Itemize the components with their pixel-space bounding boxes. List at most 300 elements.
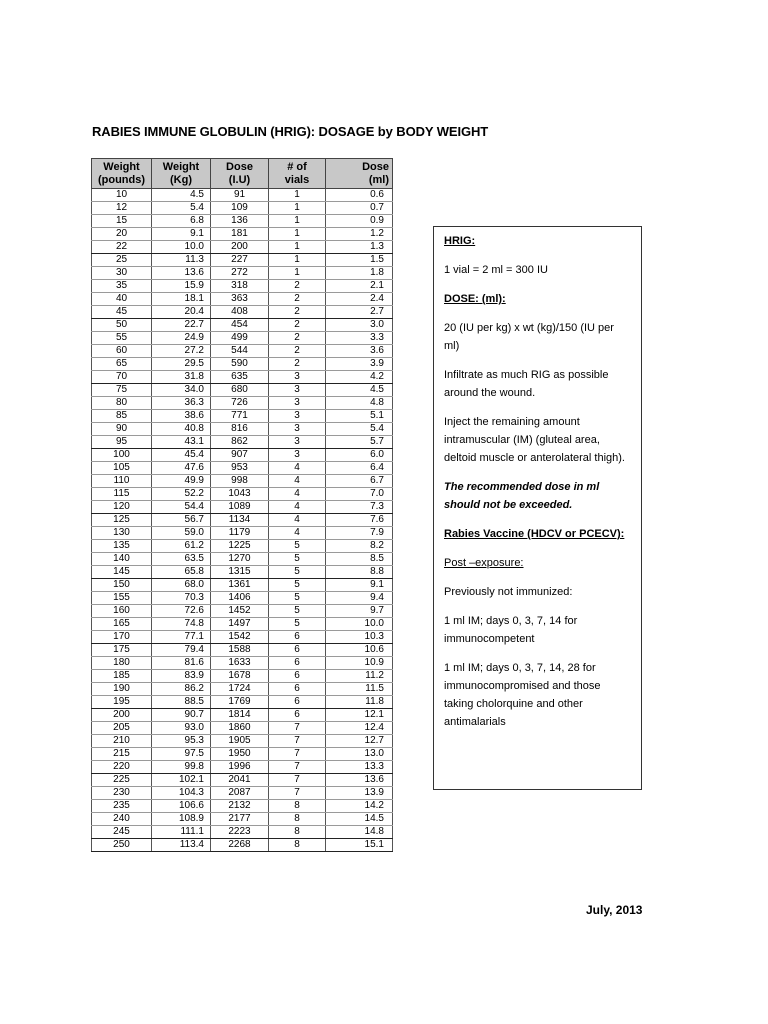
weight-pounds-cell: 115 <box>92 488 152 501</box>
table-row <box>92 748 393 761</box>
weight-kg-cell: 56.7 <box>152 514 211 527</box>
weight-pounds-cell: 22 <box>92 241 152 254</box>
dose-iu-cell: 1724 <box>211 683 269 696</box>
weight-kg-cell: 106.6 <box>152 800 211 813</box>
dose-iu-cell: 2041 <box>211 774 269 787</box>
dose-iu-cell: 2132 <box>211 800 269 813</box>
vaccine-heading: Rabies Vaccine (HDCV or PCECV): <box>444 528 625 540</box>
weight-pounds-cell: 235 <box>92 800 152 813</box>
dose-iu-cell: 953 <box>211 462 269 475</box>
vials-cell: 5 <box>269 605 326 618</box>
vials-cell: 7 <box>269 735 326 748</box>
weight-pounds-cell: 135 <box>92 540 152 553</box>
dose-iu-cell: 590 <box>211 358 269 371</box>
dose-iu-cell: 1633 <box>211 657 269 670</box>
weight-kg-cell: 20.4 <box>152 306 211 319</box>
table-row <box>92 644 393 657</box>
weight-pounds-cell: 215 <box>92 748 152 761</box>
dosage-table <box>91 158 393 852</box>
weight-kg-cell: 43.1 <box>152 436 211 449</box>
vials-cell: 6 <box>269 631 326 644</box>
weight-kg-cell: 34.0 <box>152 384 211 397</box>
weight-kg-cell: 68.0 <box>152 579 211 592</box>
dose-iu-cell: 1361 <box>211 579 269 592</box>
weight-kg-cell: 9.1 <box>152 228 211 241</box>
weight-kg-cell: 40.8 <box>152 423 211 436</box>
weight-kg-cell: 29.5 <box>152 358 211 371</box>
dose-iu-cell: 109 <box>211 202 269 215</box>
vials-cell: 1 <box>269 241 326 254</box>
weight-kg-cell: 47.6 <box>152 462 211 475</box>
dose-ml-cell: 8.2 <box>326 540 393 553</box>
dose-ml-cell: 6.4 <box>326 462 393 475</box>
vials-cell: 4 <box>269 475 326 488</box>
vial-conversion: 1 vial = 2 ml = 300 IU <box>444 264 548 276</box>
dose-iu-cell: 1996 <box>211 761 269 774</box>
weight-kg-cell: 18.1 <box>152 293 211 306</box>
table-row <box>92 202 393 215</box>
weight-pounds-cell: 65 <box>92 358 152 371</box>
dose-iu-cell: 1225 <box>211 540 269 553</box>
dose-ml-cell: 0.9 <box>326 215 393 228</box>
dose-ml-cell: 0.6 <box>326 189 393 202</box>
vials-cell: 6 <box>269 670 326 683</box>
vials-cell: 1 <box>269 267 326 280</box>
weight-pounds-cell: 125 <box>92 514 152 527</box>
vials-cell: 3 <box>269 397 326 410</box>
vials-cell: 3 <box>269 423 326 436</box>
weight-kg-cell: 104.3 <box>152 787 211 800</box>
infiltrate-instruction: Infiltrate as much RIG as possible around the wound. <box>444 369 609 399</box>
weight-pounds-cell: 250 <box>92 839 152 852</box>
table-row <box>92 540 393 553</box>
dose-iu-cell: 998 <box>211 475 269 488</box>
weight-kg-cell: 113.4 <box>152 839 211 852</box>
vials-cell: 5 <box>269 592 326 605</box>
weight-pounds-cell: 220 <box>92 761 152 774</box>
vials-cell: 8 <box>269 826 326 839</box>
table-row <box>92 332 393 345</box>
dose-iu-cell: 200 <box>211 241 269 254</box>
table-row <box>92 267 393 280</box>
table-row <box>92 579 393 592</box>
weight-kg-cell: 38.6 <box>152 410 211 423</box>
post-exposure-heading: Post –exposure: <box>444 557 524 569</box>
vials-cell: 5 <box>269 553 326 566</box>
weight-kg-cell: 6.8 <box>152 215 211 228</box>
table-row <box>92 527 393 540</box>
dose-iu-cell: 1678 <box>211 670 269 683</box>
vials-cell: 1 <box>269 202 326 215</box>
vials-cell: 6 <box>269 644 326 657</box>
vials-cell: 4 <box>269 527 326 540</box>
dose-ml-cell: 13.9 <box>326 787 393 800</box>
vials-cell: 8 <box>269 813 326 826</box>
vials-cell: 2 <box>269 319 326 332</box>
dose-ml-cell: 3.6 <box>326 345 393 358</box>
table-row <box>92 475 393 488</box>
weight-kg-cell: 61.2 <box>152 540 211 553</box>
vials-cell: 3 <box>269 410 326 423</box>
header-dose-ml: Dose (ml) <box>326 159 393 189</box>
table-row <box>92 345 393 358</box>
table-row <box>92 839 393 852</box>
dose-ml-cell: 3.3 <box>326 332 393 345</box>
table-row <box>92 449 393 462</box>
weight-kg-cell: 22.7 <box>152 319 211 332</box>
dose-ml-cell: 12.1 <box>326 709 393 722</box>
table-row <box>92 358 393 371</box>
weight-kg-cell: 10.0 <box>152 241 211 254</box>
dose-ml-cell: 6.0 <box>326 449 393 462</box>
dose-iu-cell: 181 <box>211 228 269 241</box>
dose-warning: The recommended dose in ml should not be exceeded. <box>444 481 600 511</box>
dose-ml-cell: 5.4 <box>326 423 393 436</box>
weight-kg-cell: 108.9 <box>152 813 211 826</box>
weight-kg-cell: 102.1 <box>152 774 211 787</box>
weight-kg-cell: 111.1 <box>152 826 211 839</box>
dose-ml-cell: 9.4 <box>326 592 393 605</box>
weight-pounds-cell: 90 <box>92 423 152 436</box>
dose-ml-cell: 9.1 <box>326 579 393 592</box>
dose-iu-cell: 1452 <box>211 605 269 618</box>
vials-cell: 2 <box>269 332 326 345</box>
table-row <box>92 306 393 319</box>
vials-cell: 7 <box>269 748 326 761</box>
dose-iu-cell: 499 <box>211 332 269 345</box>
weight-pounds-cell: 80 <box>92 397 152 410</box>
weight-kg-cell: 81.6 <box>152 657 211 670</box>
dose-ml-cell: 2.4 <box>326 293 393 306</box>
dose-ml-cell: 1.8 <box>326 267 393 280</box>
dose-ml-cell: 5.7 <box>326 436 393 449</box>
dose-iu-cell: 408 <box>211 306 269 319</box>
table-row <box>92 423 393 436</box>
weight-kg-cell: 11.3 <box>152 254 211 267</box>
table-row <box>92 397 393 410</box>
dose-ml-cell: 1.5 <box>326 254 393 267</box>
table-row <box>92 592 393 605</box>
dose-ml-cell: 13.0 <box>326 748 393 761</box>
dose-ml-cell: 1.3 <box>326 241 393 254</box>
weight-pounds-cell: 20 <box>92 228 152 241</box>
table-row <box>92 410 393 423</box>
dose-ml-cell: 14.8 <box>326 826 393 839</box>
table-row <box>92 618 393 631</box>
vials-cell: 3 <box>269 371 326 384</box>
dose-iu-cell: 1860 <box>211 722 269 735</box>
weight-kg-cell: 90.7 <box>152 709 211 722</box>
hrig-info-box <box>433 226 642 790</box>
dose-ml-cell: 10.9 <box>326 657 393 670</box>
weight-kg-cell: 99.8 <box>152 761 211 774</box>
table-row <box>92 722 393 735</box>
table-row <box>92 683 393 696</box>
weight-pounds-cell: 35 <box>92 280 152 293</box>
vials-cell: 8 <box>269 800 326 813</box>
table-row <box>92 215 393 228</box>
dose-iu-cell: 454 <box>211 319 269 332</box>
table-row <box>92 371 393 384</box>
vials-cell: 1 <box>269 228 326 241</box>
dose-ml-cell: 2.7 <box>326 306 393 319</box>
table-row <box>92 826 393 839</box>
dose-ml-cell: 1.2 <box>326 228 393 241</box>
document-title: RABIES IMMUNE GLOBULIN (HRIG): DOSAGE by BODY WEIGHT <box>92 124 489 139</box>
table-row <box>92 254 393 267</box>
weight-pounds-cell: 210 <box>92 735 152 748</box>
weight-kg-cell: 65.8 <box>152 566 211 579</box>
weight-pounds-cell: 145 <box>92 566 152 579</box>
weight-pounds-cell: 150 <box>92 579 152 592</box>
weight-kg-cell: 13.6 <box>152 267 211 280</box>
vials-cell: 7 <box>269 774 326 787</box>
vials-cell: 3 <box>269 449 326 462</box>
vials-cell: 1 <box>269 189 326 202</box>
table-row <box>92 670 393 683</box>
dose-ml-cell: 3.9 <box>326 358 393 371</box>
dose-ml-cell: 2.1 <box>326 280 393 293</box>
dose-ml-cell: 8.5 <box>326 553 393 566</box>
dose-ml-cell: 12.4 <box>326 722 393 735</box>
weight-pounds-cell: 170 <box>92 631 152 644</box>
dose-ml-cell: 4.2 <box>326 371 393 384</box>
weight-pounds-cell: 185 <box>92 670 152 683</box>
weight-pounds-cell: 30 <box>92 267 152 280</box>
dose-ml-cell: 6.7 <box>326 475 393 488</box>
header-weight-pounds: Weight (pounds) <box>92 159 152 189</box>
header-dose-iu: Dose (I.U) <box>211 159 269 189</box>
weight-pounds-cell: 180 <box>92 657 152 670</box>
dose-iu-cell: 680 <box>211 384 269 397</box>
dose-ml-cell: 15.1 <box>326 839 393 852</box>
dose-iu-cell: 1134 <box>211 514 269 527</box>
table-row <box>92 696 393 709</box>
dose-iu-cell: 2087 <box>211 787 269 800</box>
vials-cell: 6 <box>269 709 326 722</box>
weight-kg-cell: 70.3 <box>152 592 211 605</box>
dose-iu-cell: 1905 <box>211 735 269 748</box>
dose-ml-cell: 0.7 <box>326 202 393 215</box>
weight-pounds-cell: 155 <box>92 592 152 605</box>
weight-pounds-cell: 85 <box>92 410 152 423</box>
weight-pounds-cell: 140 <box>92 553 152 566</box>
weight-pounds-cell: 130 <box>92 527 152 540</box>
vials-cell: 4 <box>269 501 326 514</box>
dose-iu-cell: 272 <box>211 267 269 280</box>
weight-kg-cell: 77.1 <box>152 631 211 644</box>
dose-iu-cell: 318 <box>211 280 269 293</box>
vials-cell: 1 <box>269 215 326 228</box>
vials-cell: 5 <box>269 566 326 579</box>
dose-ml-cell: 11.8 <box>326 696 393 709</box>
vials-cell: 4 <box>269 462 326 475</box>
dose-ml-cell: 9.7 <box>326 605 393 618</box>
dose-formula: 20 (IU per kg) x wt (kg)/150 (IU per ml) <box>444 322 614 352</box>
vials-cell: 2 <box>269 358 326 371</box>
weight-pounds-cell: 10 <box>92 189 152 202</box>
vials-cell: 6 <box>269 696 326 709</box>
table-body <box>92 189 393 852</box>
dose-ml-cell: 11.5 <box>326 683 393 696</box>
weight-pounds-cell: 15 <box>92 215 152 228</box>
table-row <box>92 241 393 254</box>
weight-pounds-cell: 240 <box>92 813 152 826</box>
weight-pounds-cell: 225 <box>92 774 152 787</box>
weight-pounds-cell: 70 <box>92 371 152 384</box>
weight-pounds-cell: 40 <box>92 293 152 306</box>
weight-kg-cell: 83.9 <box>152 670 211 683</box>
dose-iu-cell: 1179 <box>211 527 269 540</box>
dose-iu-cell: 1814 <box>211 709 269 722</box>
vials-cell: 3 <box>269 436 326 449</box>
weight-pounds-cell: 60 <box>92 345 152 358</box>
table-row <box>92 787 393 800</box>
dose-iu-cell: 816 <box>211 423 269 436</box>
table-row <box>92 436 393 449</box>
dose-iu-cell: 2268 <box>211 839 269 852</box>
weight-kg-cell: 93.0 <box>152 722 211 735</box>
weight-pounds-cell: 195 <box>92 696 152 709</box>
weight-pounds-cell: 55 <box>92 332 152 345</box>
weight-pounds-cell: 165 <box>92 618 152 631</box>
dose-ml-cell: 8.8 <box>326 566 393 579</box>
weight-pounds-cell: 75 <box>92 384 152 397</box>
dose-iu-cell: 136 <box>211 215 269 228</box>
dose-iu-cell: 1315 <box>211 566 269 579</box>
table-row <box>92 774 393 787</box>
table-row <box>92 501 393 514</box>
weight-kg-cell: 5.4 <box>152 202 211 215</box>
schedule-immunocompetent: 1 ml IM; days 0, 3, 7, 14 for immunocompetent <box>444 615 578 645</box>
dose-iu-cell: 363 <box>211 293 269 306</box>
table-row <box>92 228 393 241</box>
weight-pounds-cell: 95 <box>92 436 152 449</box>
vials-cell: 7 <box>269 722 326 735</box>
weight-pounds-cell: 120 <box>92 501 152 514</box>
vials-cell: 3 <box>269 384 326 397</box>
dose-ml-cell: 13.3 <box>326 761 393 774</box>
dose-iu-cell: 771 <box>211 410 269 423</box>
schedule-immunocompromised: 1 ml IM; days 0, 3, 7, 14, 28 for immunocompromised and those taking cholorquine and other antimalarials <box>444 662 601 728</box>
dose-ml-cell: 7.6 <box>326 514 393 527</box>
table-row <box>92 761 393 774</box>
dose-iu-cell: 544 <box>211 345 269 358</box>
dose-ml-cell: 7.3 <box>326 501 393 514</box>
dose-iu-cell: 1089 <box>211 501 269 514</box>
dose-iu-cell: 1950 <box>211 748 269 761</box>
weight-pounds-cell: 110 <box>92 475 152 488</box>
dose-ml-cell: 7.9 <box>326 527 393 540</box>
weight-pounds-cell: 245 <box>92 826 152 839</box>
dose-iu-cell: 1588 <box>211 644 269 657</box>
document-date: July, 2013 <box>586 903 643 917</box>
weight-pounds-cell: 25 <box>92 254 152 267</box>
weight-pounds-cell: 190 <box>92 683 152 696</box>
vials-cell: 2 <box>269 293 326 306</box>
table-row <box>92 553 393 566</box>
header-num-vials: # of vials <box>269 159 326 189</box>
vials-cell: 5 <box>269 540 326 553</box>
header-weight-kg: Weight (Kg) <box>152 159 211 189</box>
dose-ml-cell: 11.2 <box>326 670 393 683</box>
table-row <box>92 605 393 618</box>
vials-cell: 8 <box>269 839 326 852</box>
weight-kg-cell: 86.2 <box>152 683 211 696</box>
weight-pounds-cell: 205 <box>92 722 152 735</box>
dose-iu-cell: 907 <box>211 449 269 462</box>
weight-pounds-cell: 160 <box>92 605 152 618</box>
table-row <box>92 189 393 202</box>
table-row <box>92 800 393 813</box>
weight-pounds-cell: 100 <box>92 449 152 462</box>
weight-kg-cell: 54.4 <box>152 501 211 514</box>
vials-cell: 7 <box>269 761 326 774</box>
weight-kg-cell: 4.5 <box>152 189 211 202</box>
table-row <box>92 488 393 501</box>
dose-iu-cell: 1497 <box>211 618 269 631</box>
vials-cell: 2 <box>269 306 326 319</box>
weight-kg-cell: 63.5 <box>152 553 211 566</box>
weight-kg-cell: 97.5 <box>152 748 211 761</box>
dose-iu-cell: 1270 <box>211 553 269 566</box>
weight-kg-cell: 15.9 <box>152 280 211 293</box>
table-row <box>92 319 393 332</box>
weight-pounds-cell: 12 <box>92 202 152 215</box>
table-row <box>92 709 393 722</box>
vials-cell: 1 <box>269 254 326 267</box>
dose-ml-cell: 14.5 <box>326 813 393 826</box>
hrig-heading: HRIG: <box>444 235 476 247</box>
dose-ml-cell: 13.6 <box>326 774 393 787</box>
table-row <box>92 657 393 670</box>
weight-pounds-cell: 175 <box>92 644 152 657</box>
table-row <box>92 566 393 579</box>
dose-ml-cell: 5.1 <box>326 410 393 423</box>
vials-cell: 4 <box>269 514 326 527</box>
table-row <box>92 514 393 527</box>
table-row <box>92 631 393 644</box>
table-row <box>92 293 393 306</box>
vials-cell: 6 <box>269 657 326 670</box>
table-row <box>92 384 393 397</box>
weight-kg-cell: 59.0 <box>152 527 211 540</box>
weight-pounds-cell: 200 <box>92 709 152 722</box>
weight-pounds-cell: 105 <box>92 462 152 475</box>
dose-iu-cell: 1769 <box>211 696 269 709</box>
dose-iu-cell: 1043 <box>211 488 269 501</box>
vials-cell: 2 <box>269 280 326 293</box>
weight-pounds-cell: 45 <box>92 306 152 319</box>
weight-kg-cell: 72.6 <box>152 605 211 618</box>
table-row <box>92 280 393 293</box>
dose-ml-cell: 10.3 <box>326 631 393 644</box>
dose-iu-cell: 2177 <box>211 813 269 826</box>
table-row <box>92 735 393 748</box>
vials-cell: 4 <box>269 488 326 501</box>
table-header-row <box>92 159 393 189</box>
vials-cell: 6 <box>269 683 326 696</box>
not-immunized-label: Previously not immunized: <box>444 586 573 598</box>
dose-ml-cell: 10.6 <box>326 644 393 657</box>
dose-iu-cell: 1406 <box>211 592 269 605</box>
dose-heading: DOSE: (ml): <box>444 293 506 305</box>
dose-ml-cell: 4.5 <box>326 384 393 397</box>
weight-kg-cell: 27.2 <box>152 345 211 358</box>
dose-ml-cell: 7.0 <box>326 488 393 501</box>
weight-pounds-cell: 230 <box>92 787 152 800</box>
vials-cell: 2 <box>269 345 326 358</box>
